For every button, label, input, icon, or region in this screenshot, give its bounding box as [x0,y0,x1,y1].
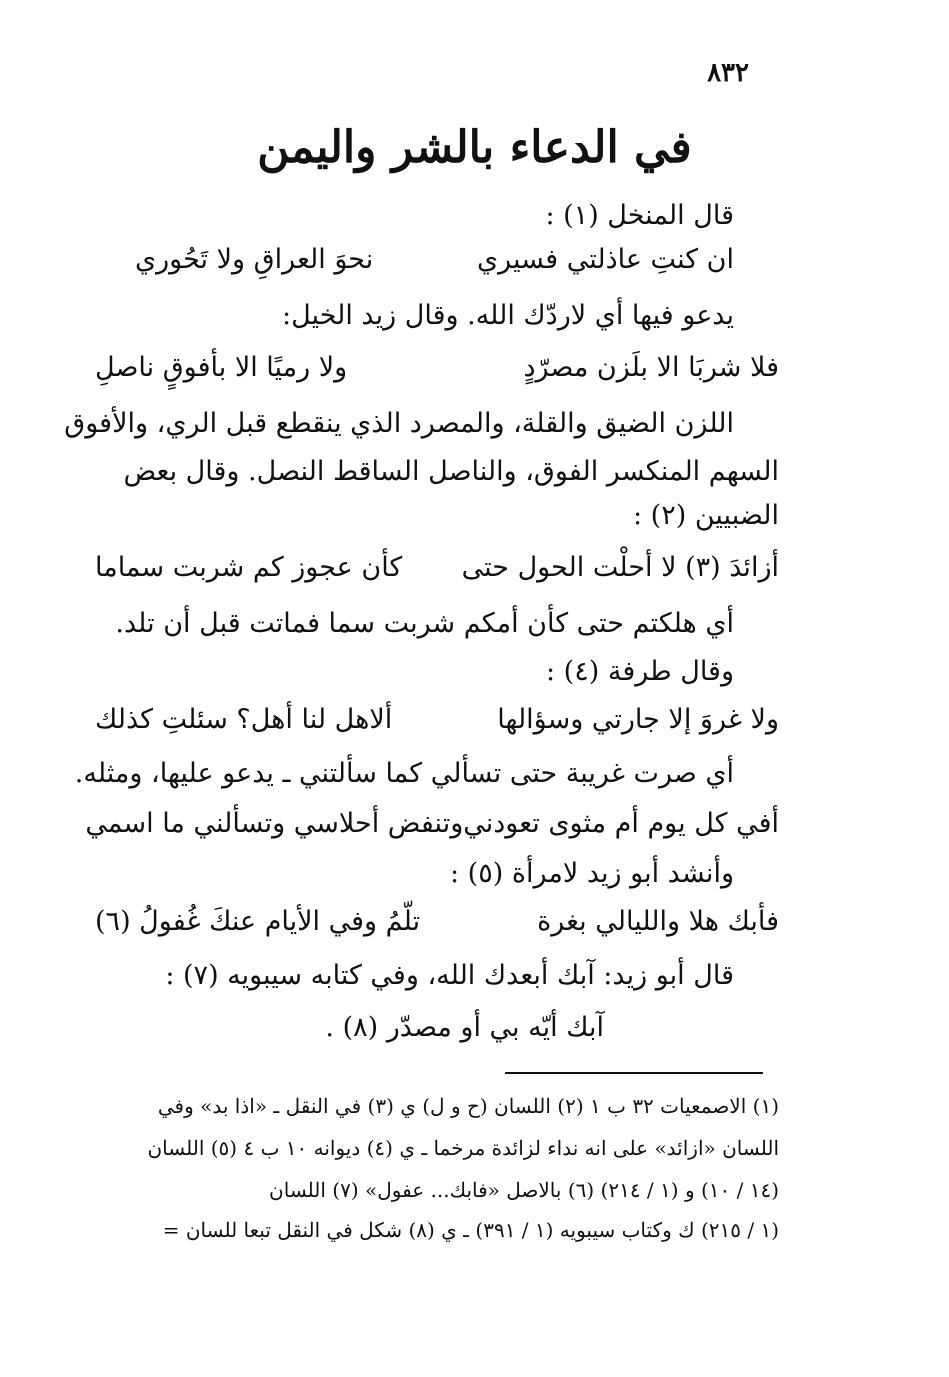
verse-4-second-hemistich: ألاهل لنا أهل؟ سئلتِ كذلك [95,704,393,735]
verse-5-first-hemistich: أفي كل يوم أم مثوى تعودني [463,808,779,839]
verse-2 [95,352,779,384]
page-number: ٨٣٢ [707,58,749,88]
verse-6 [95,906,779,938]
verse-5 [85,808,779,840]
verse-6-second-hemistich: تلّمُ وفي الأيام عنكَ غُفولُ (٦) [95,906,421,937]
verse-2-first-hemistich: فلا شربَا الا بلَزن مصرّدٍ [523,352,779,383]
verse-6-first-hemistich: فأبك هلا والليالي بغرة [537,906,779,937]
intro-line-1: قال المنخل (١) : [545,200,734,231]
commentary-line-1: يدعو فيها أي لاردّك الله. وقال زيد الخيل: [282,300,734,331]
verse-3-first-hemistich: أزائدَ (٣) لا أحلْت الحول حتى [461,552,779,583]
commentary-line-4: أي صرت غريبة حتى تسألي كما سألتني ـ يدعو عليها، ومثله. [74,758,734,789]
verse-2-second-hemistich: ولا رميًا الا بأفوقٍ ناصلِ [95,352,348,383]
verse-4-first-hemistich: ولا غروَ إلا جارتي وسؤالها [497,704,779,735]
footnote-separator [505,1072,763,1074]
verse-1-first-hemistich: ان كنتِ عاذلتي فسيري [476,244,734,275]
footnote-line-1: (١) الاصمعيات ٣٢ ب ١ (٢) اللسان (ح و ل) ي (٣) في النقل ـ «اذا بد» وفي [157,1094,779,1118]
commentary-line-3a: أي هلكتم حتى كأن أمكم شربت سما فماتت قبل أن تلد. [115,608,734,639]
footnote-line-3: (١٤ / ١٠) و (١ / ٢١٤) (٦) بالاصل «فابك... عفول» (٧) اللسان [269,1178,779,1202]
chapter-title: في الدعاء بالشر واليمن [257,122,692,173]
commentary-line-5: وأنشد أبو زيد لامرأة (٥) : [449,858,734,889]
verse-1 [135,244,734,276]
commentary-line-3b: وقال طرفة (٤) : [546,656,734,687]
verse-3 [95,552,779,584]
commentary-line-6: قال أبو زيد: آبك أبعدك الله، وفي كتابه سيبويه (٧) : [165,960,734,991]
commentary-line-2a: اللزن الضيق والقلة، والمصرد الذي ينقطع قبل الري، والأفوق [64,408,734,439]
commentary-line-7: آبك أيّه بي أو مصدّر (٨) . [325,1012,604,1043]
verse-1-second-hemistich: نحوَ العراقِ ولا تَحُوري [135,244,374,275]
footnote-line-4: (١ / ٢١٥) ك وكتاب سيبويه (١ / ٣٩١) ـ ي (٨) شكل في النقل تبعا للسان = [162,1218,779,1242]
verse-5-second-hemistich: وتنفض أحلاسي وتسألني ما اسمي [85,808,464,839]
commentary-line-2c: الضبيين (٢) : [633,500,779,531]
verse-4 [95,704,779,736]
verse-3-second-hemistich: كأن عجوز كم شربت سماما [95,552,403,583]
footnote-line-2: اللسان «ازائد» على انه نداء لزائدة مرخما ـ ي (٤) ديوانه ١٠ ب ٤ (٥) اللسان [147,1136,779,1160]
commentary-line-2b: السهم المنكسر الفوق، والناصل الساقط النصل. وقال بعض [123,456,779,487]
